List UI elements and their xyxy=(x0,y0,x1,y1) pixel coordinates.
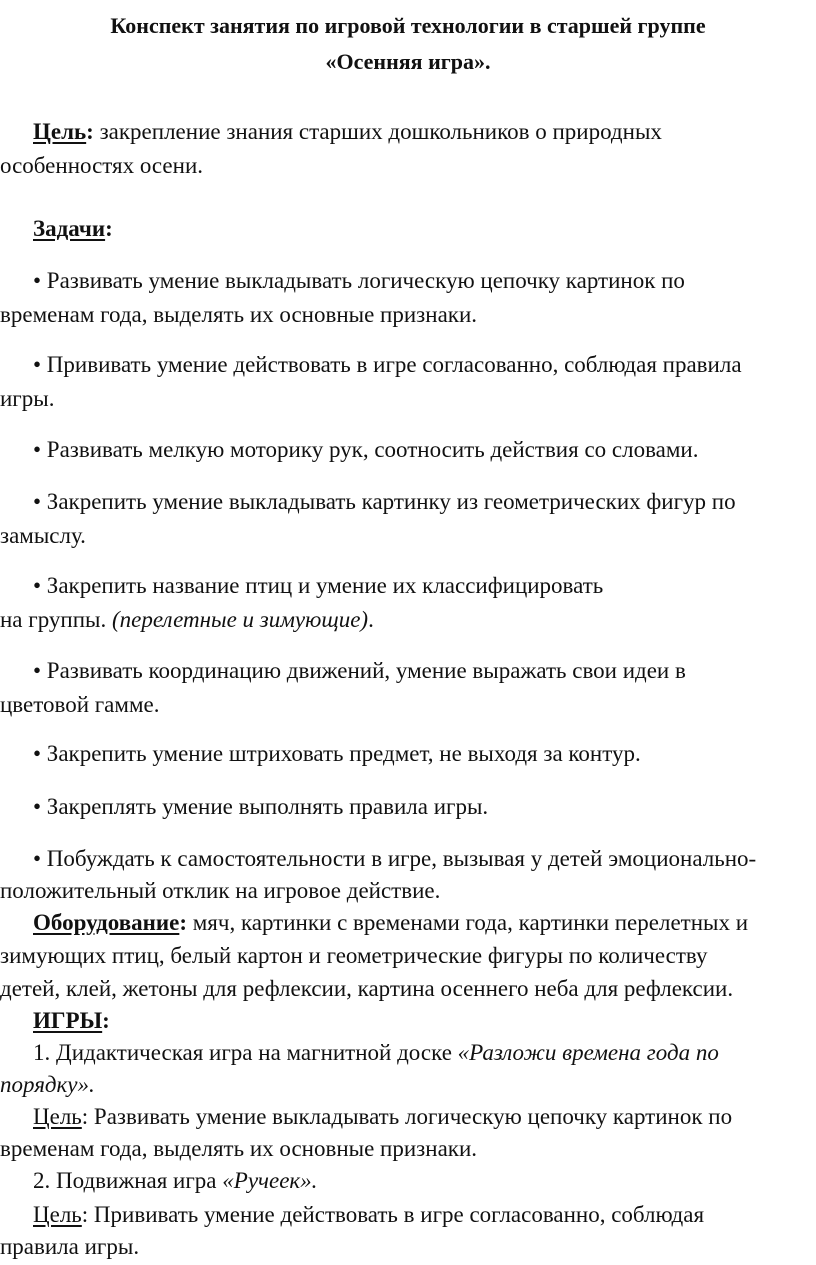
game-2-line-1 xyxy=(33,1166,317,1196)
games-heading xyxy=(33,1006,110,1036)
task-item-8-line-1: • Закреплять умение выполнять правила игры. xyxy=(33,794,489,819)
task-item-9-line-2: положительный отклик на игровое действие. xyxy=(0,878,441,903)
task-item-5-italic-note: (перелетные и зимующие) xyxy=(111,607,369,632)
games-colon: : xyxy=(102,1008,110,1033)
game-1-line-1 xyxy=(33,1038,719,1068)
game-1-name: «Разложи времена года по xyxy=(457,1040,719,1065)
task-item-5-line-2 xyxy=(0,605,374,635)
document-title-line-1: Конспект занятия по игровой технологии в старшей группе xyxy=(110,13,706,38)
game-1-goal-text: : Развивать умение выкладывать логическую цепочку картинок по xyxy=(81,1104,733,1129)
task-item-5-period: . xyxy=(368,607,374,632)
game-2-name: «Ручеек». xyxy=(222,1168,318,1193)
task-item-6-line-1: • Развивать координацию движений, умение выражать свои идеи в xyxy=(33,658,686,683)
goal-paragraph-line-1 xyxy=(33,117,662,147)
game-1-goal-line-1 xyxy=(33,1102,732,1132)
task-item-1-line-1: • Развивать умение выкладывать логическую цепочку картинок по xyxy=(33,268,685,293)
task-item-6-line-2: цветовой гамме. xyxy=(0,692,160,717)
task-item-2-line-1: • Прививать умение действовать в игре согласованно, соблюдая правила xyxy=(33,352,742,377)
task-item-5-text: на группы. xyxy=(0,607,112,632)
game-2-goal-line-2: правила игры. xyxy=(0,1234,140,1259)
task-item-5-line-1: • Закрепить название птиц и умение их классифицировать xyxy=(33,573,604,598)
goal-colon: : xyxy=(86,119,94,144)
task-item-2-line-2: игры. xyxy=(0,386,55,411)
task-item-9-line-1: • Побуждать к самостоятельности в игре, вызывая у детей эмоционально- xyxy=(33,846,757,871)
task-item-4-line-1: • Закрепить умение выкладывать картинку из геометрических фигур по xyxy=(33,489,736,514)
task-item-4-line-2: замыслу. xyxy=(0,523,86,548)
task-item-7-line-1: • Закрепить умение штриховать предмет, не выходя за контур. xyxy=(33,741,641,766)
game-2-goal-line-1 xyxy=(33,1200,704,1230)
task-item-3-line-1: • Развивать мелкую моторику рук, соотносить действия со словами. xyxy=(33,437,699,462)
equipment-line-1 xyxy=(33,908,748,938)
equipment-label: Оборудование xyxy=(33,910,180,935)
equipment-line-3: детей, клей, жетоны для рефлексии, картина осеннего неба для рефлексии. xyxy=(0,976,734,1001)
goal-paragraph-line-2: особенностях осени. xyxy=(0,153,204,178)
equipment-text: мяч, картинки с временами года, картинки перелетных и xyxy=(187,910,749,935)
equipment-colon: : xyxy=(179,910,187,935)
game-1-text: 1. Дидактическая игра на магнитной доске xyxy=(33,1040,458,1065)
game-2-goal-text: : Прививать умение действовать в игре согласованно, соблюдая xyxy=(81,1202,705,1227)
game-1-line-2: порядку». xyxy=(0,1072,95,1097)
game-2-goal-label: Цель xyxy=(33,1202,82,1227)
game-1-goal-label: Цель xyxy=(33,1104,82,1129)
tasks-colon: : xyxy=(105,216,113,241)
game-1-goal-line-2: временам года, выделять их основные признаки. xyxy=(0,1136,478,1161)
tasks-heading xyxy=(33,214,113,244)
goal-text: закрепление знания старших дошкольников о природных xyxy=(93,119,662,144)
games-label: ИГРЫ xyxy=(33,1008,103,1033)
tasks-label: Задачи xyxy=(33,216,106,241)
goal-label: Цель xyxy=(33,119,87,144)
equipment-line-2: зимующих птиц, белый картон и геометрические фигуры по количеству xyxy=(0,943,708,968)
document-title-line-2: «Осенняя игра». xyxy=(325,49,491,74)
task-item-1-line-2: временам года, выделять их основные признаки. xyxy=(0,302,478,327)
game-2-text: 2. Подвижная игра xyxy=(33,1168,223,1193)
